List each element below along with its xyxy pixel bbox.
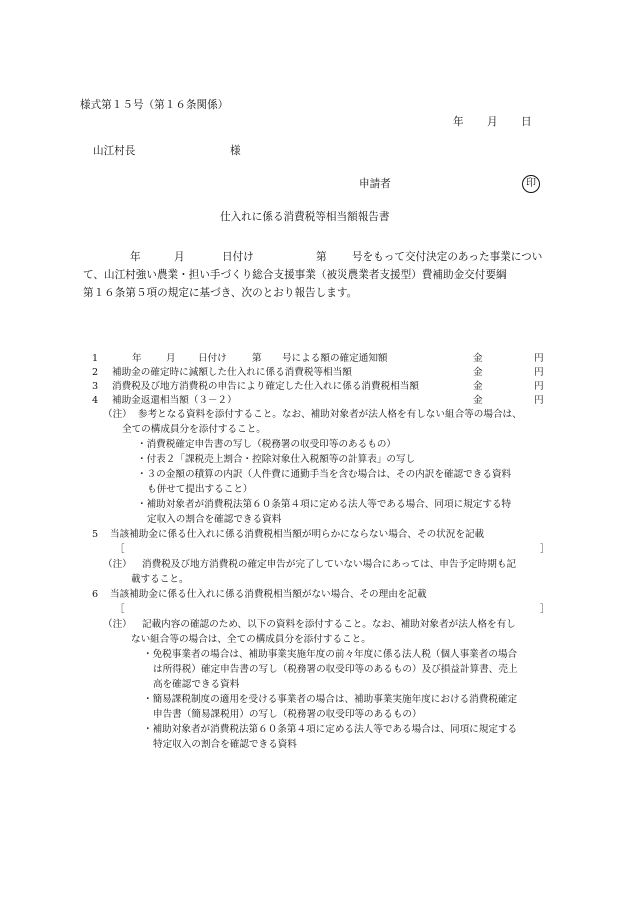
item-text: 消費税及び地方消費税の申告により確定した仕入れに係る消費税相当額 — [112, 381, 419, 392]
document-title: 仕入れに係る消費税等相当額報告書 — [220, 211, 390, 223]
item6-text: 当該補助金に係る仕入れに係る消費税相当額がない場合、その理由を記載 — [110, 589, 427, 600]
item-kin: 金 — [473, 395, 483, 406]
applicant-label: 申請者 — [359, 178, 391, 190]
item6-bullet-cont: 特定収入の割合を確認できる資料 — [153, 739, 297, 750]
addressee: 山江村長 — [93, 145, 136, 157]
note1-bullet: ・補助対象者が消費税法第６０条第４項に定める法人等である場合、同項に規定する特 — [137, 499, 512, 510]
item6-bullet: ・補助対象者が消費税法第６０条第４項に定める法人等である場合は、同項に規定する — [143, 724, 518, 735]
item6-bullet: ・免税事業者の場合は、補助事業実施年度の前々年度に係る法人税（個人事業者の場合 — [143, 649, 518, 660]
item-text: 補助金の確定時に減額した仕入れに係る消費税等相当額 — [112, 367, 352, 378]
item-text: 補助金返還相当額（３－２） — [112, 395, 237, 406]
item-month: 月 — [166, 353, 176, 364]
item6-bullet-cont: 申告書（簡易課税用）の写し（税務署の収受印等のあるもの） — [153, 709, 422, 720]
item6-bracket-open: ［ — [115, 604, 125, 615]
item6-note-line1: 記載内容の確認のため、以下の資料を添付すること。なお、補助対象者が法人格を有し — [142, 619, 516, 630]
intro-line3: 第１６条第５項の規定に基づき、次のとおり報告します。 — [83, 287, 358, 299]
item-kin: 金 — [473, 367, 483, 378]
item-yen: 円 — [534, 381, 544, 392]
intro-dai: 第 — [316, 251, 327, 263]
item-number: 2 — [92, 367, 99, 378]
item6-note-line2: ない組合等の場合は、全ての構成員分を添付すること。 — [131, 634, 371, 645]
intro-day: 日付け — [222, 251, 254, 263]
item6-bullet: ・簡易課税制度の適用を受ける事業者の場合は、補助事業実施年度における消費税確定 — [143, 694, 518, 705]
item5-note-line1: 消費税及び地方消費税の確定申告が完了していない場合にあっては、申告予定時期も記 — [142, 559, 517, 570]
item6-note-label: （注） — [103, 619, 132, 630]
note1-bullet: ・消費税確定申告書の写し（税務署の収受印等のあるもの） — [137, 439, 397, 450]
date-day-label: 日 — [521, 116, 532, 128]
note1-bullet-cont: も併せて提出すること） — [147, 484, 253, 495]
item-number: 3 — [92, 381, 99, 392]
item-year: 年 — [132, 353, 142, 364]
date-month-label: 月 — [487, 116, 498, 128]
date-year-label: 年 — [453, 116, 464, 128]
item-number: 4 — [92, 395, 99, 406]
note1-bullet-cont: 定収入の割合を確認できる資料 — [147, 514, 282, 525]
item-yen: 円 — [534, 367, 544, 378]
item-kin: 金 — [473, 353, 483, 364]
item5-text: 当該補助金に係る仕入れに係る消費税相当額が明らかにならない場合、その状況を記載 — [110, 529, 485, 540]
item6-bullet-cont: は所得税）確定申告書の写し（税務署の収受印等のあるもの）及び損益計算書、売上 — [153, 664, 518, 675]
intro-month: 月 — [174, 251, 185, 263]
item-number: 1 — [92, 353, 99, 364]
item-dai: 第 — [252, 353, 262, 364]
item-text: 号による額の確定通知額 — [282, 353, 388, 364]
item6-number: 6 — [92, 589, 99, 600]
intro-line1-rest: 号をもって交付決定のあった事業につい — [352, 251, 543, 263]
item6-bracket-close: ］ — [540, 604, 550, 615]
item5-bracket-close: ］ — [540, 544, 550, 555]
item5-note-label: （注） — [103, 559, 132, 570]
note1-line2: 全ての構成員分を添付すること。 — [122, 424, 266, 435]
item6-bullet-cont: 高を確認できる資料 — [153, 679, 240, 690]
note1-line1: 参考となる資料を添付すること。なお、補助対象者が法人格を有しない組合等の場合は、 — [138, 409, 522, 420]
item-day: 日付け — [198, 353, 227, 364]
form-number: 様式第１５号（第１６条関係） — [80, 99, 229, 111]
seal-mark: 印 — [522, 175, 540, 193]
note1-label: （注） — [103, 409, 132, 420]
item5-bracket-open: ［ — [115, 544, 125, 555]
item-yen: 円 — [534, 395, 544, 406]
item-kin: 金 — [473, 381, 483, 392]
intro-year: 年 — [130, 251, 141, 263]
honorific: 様 — [230, 145, 241, 157]
note1-bullet: ・３の金額の積算の内訳（人件費に通勤手当を含む場合は、その内訳を確認できる資料 — [137, 469, 512, 480]
note1-bullet: ・付表２「課税売上割合・控除対象仕入税額等の計算表」の写し — [137, 454, 416, 465]
item5-note-line2: 載すること。 — [131, 574, 189, 585]
intro-line2: て、山江村強い農業・担い手づくり総合支援事業（被災農業者支援型）費補助金交付要綱 — [83, 269, 507, 281]
item-yen: 円 — [534, 353, 544, 364]
item5-number: 5 — [92, 529, 99, 540]
